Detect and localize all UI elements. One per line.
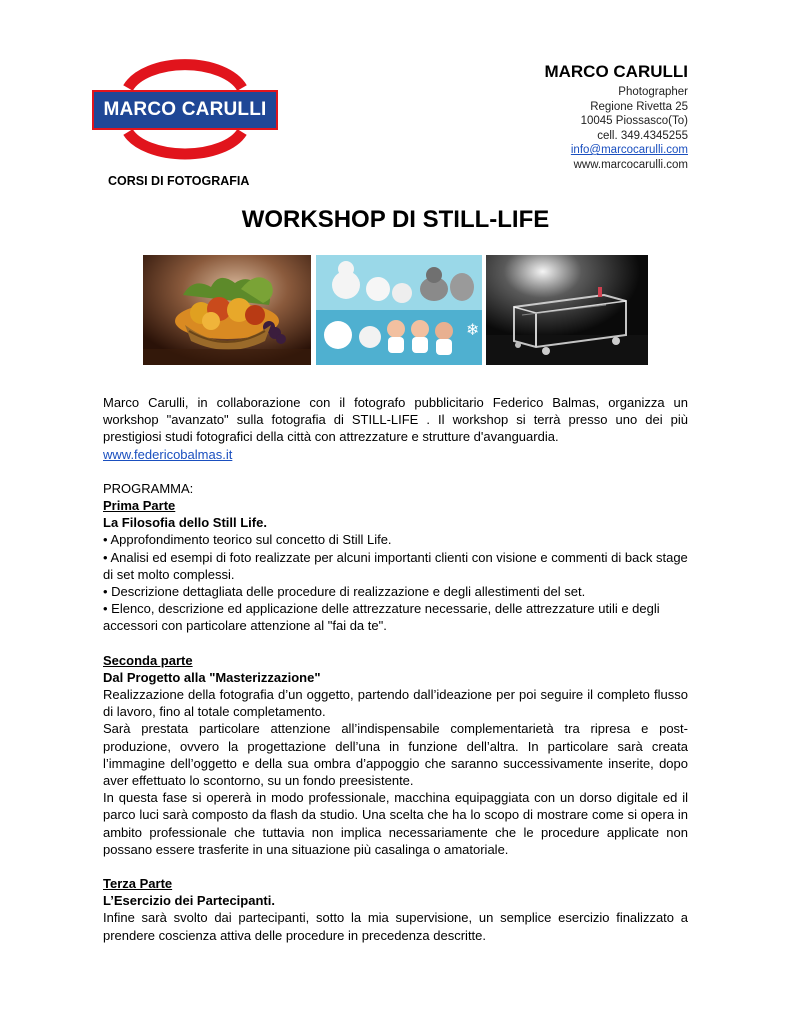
seconda-parte-heading: Seconda parte — [103, 652, 193, 668]
contact-name: MARCO CARULLI — [544, 62, 688, 81]
contact-role: Photographer — [618, 86, 688, 98]
contact-phone: cell. 349.4345255 — [597, 129, 688, 142]
paragraph: Realizzazione della fotografia d’un oggetto, partendo dall’ideazione per poi seguire il completo flusso di lavoro, fino al totale completamento. — [103, 687, 688, 720]
bullet-item: • Descrizione dettagliata delle procedure di realizzazione e degli allestimenti del set. — [103, 584, 586, 600]
svg-text:❄: ❄ — [466, 320, 480, 339]
paragraph: In questa fase si opererà in modo professionale, macchina equipaggiata con un dorso digitale ed il parco luci sarà composto da flash da studio. Una scelta che ha lo scopo di mostrare come si opera in ambito professionale che tuttavia non implica necessariamente che le procedure applicate non possano essere trasferite in una situazione più casalinga o amatoriale. — [103, 790, 688, 857]
intro-text: Marco Carulli, in collaborazione con il fotografo pubblicitario Federico Balmas, organizza un workshop "avanzato" sulla fotografia di STILL-LIFE . Il workshop si terrà presso uno dei più prestigiosi studi fotografici della città con attrezzature e strutture d'avanguardia. — [103, 395, 688, 445]
bullet-item: • Elenco, descrizione ed applicazione delle attrezzature necessarie, delle attrezzature utili e degli accessori con particolare attenzione al "fai da te". — [103, 601, 660, 634]
photo-fruit-basket — [143, 255, 311, 365]
prima-parte-subtitle: La Filosofia dello Still Life. — [103, 515, 267, 531]
terza-parte-heading: Terza Parte — [103, 876, 173, 892]
logo-subtitle: CORSI DI FOTOGRAFIA — [108, 174, 250, 188]
prima-parte-heading: Prima Parte — [103, 498, 176, 514]
federicobalmas-link[interactable]: www.federicobalmas.it — [103, 446, 233, 462]
contact-block — [544, 62, 688, 172]
bullet-item: • Analisi ed esempi di foto realizzate per alcuni importanti clienti con visione e commenti di back stage di set molto complessi. — [103, 549, 688, 582]
document-body — [103, 394, 688, 944]
logo — [90, 52, 280, 192]
bullet-item: • Approfondimento teorico sul concetto di Still Life. — [103, 532, 392, 548]
photo-plush-toys — [316, 255, 482, 365]
terza-parte-subtitle: L’Esercizio dei Partecipanti. — [103, 893, 275, 909]
contact-email-link[interactable]: info@marcocarulli.com — [570, 144, 688, 156]
contact-website: www.marcocarulli.com — [573, 158, 688, 171]
contact-city: 10045 Piossasco(To) — [580, 115, 688, 127]
contact-address: Regione Rivetta 25 — [590, 100, 688, 113]
paragraph: Sarà prestata particolare attenzione all’indispensabile complementarietà tra ripresa e post-produzione, ovvero la progettazione dell’una in funzione dell’altra. In particolare sarà creata l’immagine dell’oggetto e della sua ombra d’appoggio che saranno successivamente inserite, dopo aver effettuato lo scontorno, su un fondo preesistente. — [103, 721, 688, 789]
logo-band — [92, 90, 278, 130]
paragraph: Infine sarà svolto dai partecipanti, sotto la mia supervisione, un semplice esercizio finalizzato a prendere coscienza attiva delle procedure in precedenza descritte. — [103, 910, 688, 943]
logo-name: MARCO CARULLI — [103, 99, 267, 120]
photo-acrylic-table — [486, 255, 648, 365]
page-title: WORKSHOP DI STILL-LIFE — [241, 206, 550, 233]
programma-label: PROGRAMMA: — [103, 480, 194, 496]
seconda-parte-subtitle: Dal Progetto alla "Masterizzazione" — [103, 669, 321, 685]
